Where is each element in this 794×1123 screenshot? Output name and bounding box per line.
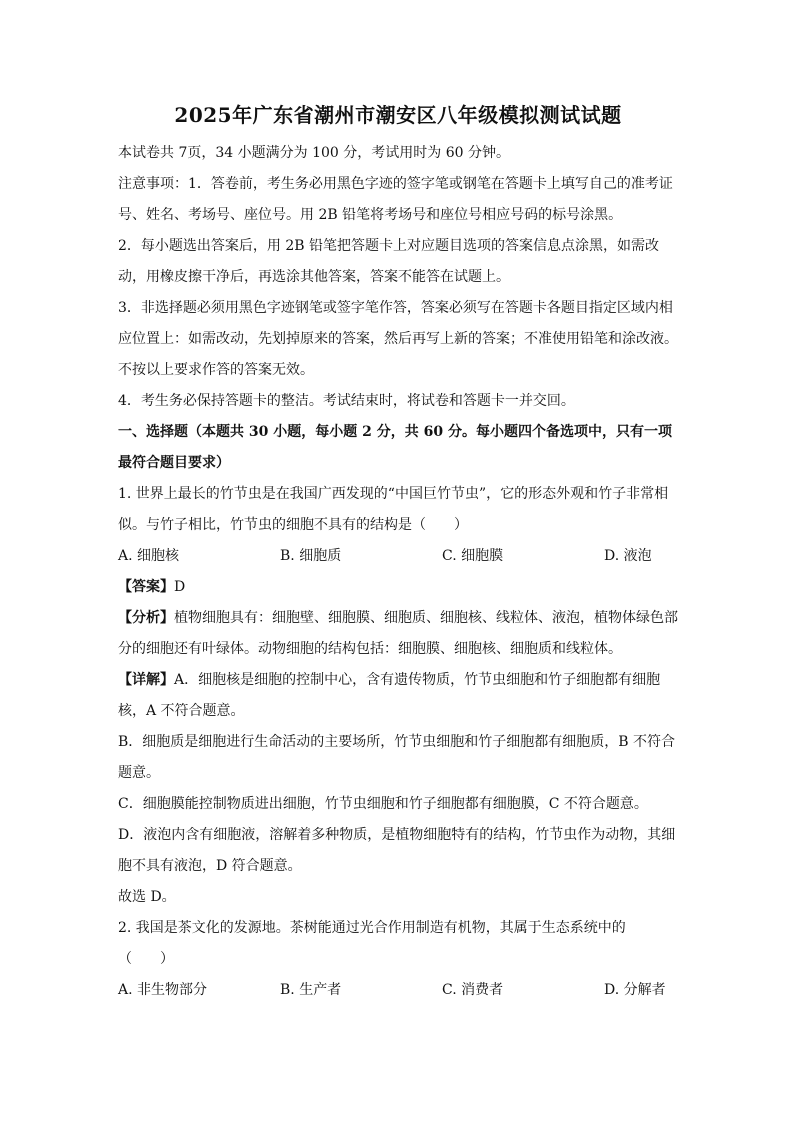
question-2-stem-line-2: （ ） bbox=[118, 951, 174, 967]
section-heading: 一、选择题（本题共 30 小题，每小题 2 分，共 60 分。每小题四个备选项中，只有一项最符合题目要求） bbox=[118, 424, 672, 471]
exam-intro: 本试卷共 7页，34 小题满分为 100 分，考试用时为 60 分钟。 bbox=[118, 145, 510, 161]
analysis-tag: 【分析】 bbox=[118, 610, 174, 626]
question-1-option-c: C. 细胞膜 bbox=[442, 548, 504, 564]
notice-1: 注意事项：1．答卷前，考生务必用黑色字迹的签字笔或钢笔在答题卡上填写自己的准考证号、姓名、考场号、座位号。用 2B 铅笔将考场号和座位号相应号码的标号涂黑。 bbox=[118, 176, 673, 223]
question-1-option-b: B. 细胞质 bbox=[280, 548, 342, 564]
question-1-conclusion: 故选 D。 bbox=[118, 889, 176, 905]
analysis-text: 植物细胞具有：细胞壁、细胞膜、细胞质、细胞核、线粒体、液泡，植物体绿色部分的细胞还有叶绿体。动物细胞的结构包括：细胞膜、细胞核、细胞质和线粒体。 bbox=[118, 610, 678, 657]
question-2-option-a: A. 非生物部分 bbox=[118, 982, 208, 998]
answer-tag: 【答案】 bbox=[118, 579, 174, 595]
question-1-options bbox=[118, 541, 678, 572]
question-1-option-d: D. 液泡 bbox=[604, 548, 652, 564]
question-2-option-d: D. 分解者 bbox=[604, 982, 666, 998]
question-2-stem-line-1: 2. 我国是茶文化的发源地。茶树能通过光合作用制造有机物，其属于生态系统中的 bbox=[118, 920, 626, 936]
page-title: 2025年广东省潮州市潮安区八年级模拟测试试题 bbox=[174, 103, 622, 127]
detail-tag: 【详解】 bbox=[118, 672, 174, 688]
question-1-option-a: A. 细胞核 bbox=[118, 548, 180, 564]
question-1-stem: 1. 世界上最长的竹节虫是在我国广西发现的“中国巨竹节虫”，它的形态外观和竹子非常相似。与竹子相比，竹节虫的细胞不具有的结构是（ ） bbox=[118, 486, 669, 533]
question-2-options bbox=[118, 975, 678, 1006]
question-1-answer bbox=[118, 572, 678, 603]
question-1-detail-c: C．细胞膜能控制物质进出细胞，竹节虫细胞和竹子细胞都有细胞膜，C 不符合题意。 bbox=[118, 796, 648, 812]
exam-page bbox=[118, 100, 678, 1006]
question-1-detail-b: B．细胞质是细胞进行生命活动的主要场所，竹节虫细胞和竹子细胞都有细胞质，B 不符合题意。 bbox=[118, 734, 676, 781]
detail-a-text: A．细胞核是细胞的控制中心，含有遗传物质，竹节虫细胞和竹子细胞都有细胞核，A 不符合题意。 bbox=[118, 672, 661, 719]
notice-3: 3．非选择题必须用黑色字迹钢笔或签字笔作答，答案必须写在答题卡各题目指定区域内相应位置上：如需改动，先划掉原来的答案，然后再写上新的答案；不准使用铅笔和涂改液。不按以上要求作答的答案无效。 bbox=[118, 300, 678, 378]
question-1-analysis bbox=[118, 603, 678, 665]
notice-2: 2．每小题选出答案后，用 2B 铅笔把答题卡上对应题目选项的答案信息点涂黑，如需改动，用橡皮擦干净后，再选涂其他答案，答案不能答在试题上。 bbox=[118, 238, 660, 285]
answer-value: D bbox=[174, 579, 186, 595]
question-1-detail-a bbox=[118, 665, 678, 727]
question-2-option-b: B. 生产者 bbox=[280, 982, 342, 998]
question-2-option-c: C. 消费者 bbox=[442, 982, 504, 998]
question-1-detail-d: D．液泡内含有细胞液，溶解着多种物质，是植物细胞特有的结构，竹节虫作为动物，其细胞不具有液泡，D 符合题意。 bbox=[118, 827, 676, 874]
notice-4: 4．考生务必保持答题卡的整洁。考试结束时，将试卷和答题卡一并交回。 bbox=[118, 393, 575, 409]
